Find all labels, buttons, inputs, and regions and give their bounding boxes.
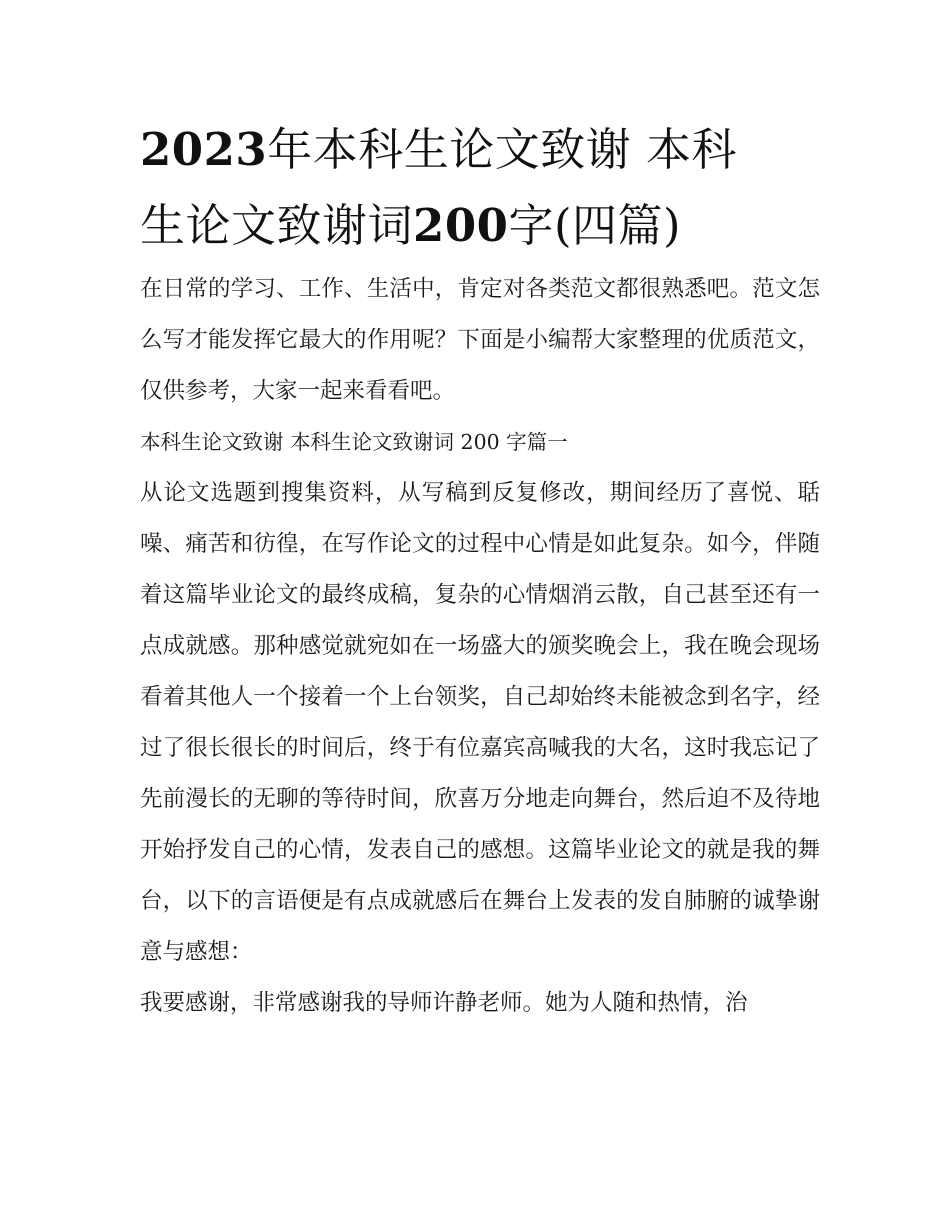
title-line2-tail: 字(四篇) xyxy=(508,199,682,252)
body-paragraph-2: 我要感谢，非常感谢我的导师许静老师。她为人随和热情，治 xyxy=(140,990,748,1016)
title-line2-text: 生论文致谢词 xyxy=(140,199,414,252)
title-word-count: 200 xyxy=(413,199,509,252)
body-paragraph-1: 从论文选题到搜集资料，从写稿到反复修改，期间经历了喜悦、聒噪、痛苦和彷徨，在写作论文的过程中心情是如此复杂。如今，伴随着这篇毕业论文的最终成稿，复杂的心情烟消云散，自己甚至还有一点成就感。那种感觉就宛如在一场盛大的颁奖晚会上，我在晚会现场看着其他人一个接着一个上台领奖，自己却始终未能被念到名字，经过了很长很长的时间后，终于有位嘉宾高喊我的大名，这时我忘记了先前漫长的无聊的等待时间，欣喜万分地走向舞台，然后迫不及待地开始抒发自己的心情，发表自己的感想。这篇毕业论文的就是我的舞台，以下的言语便是有点成就感后在舞台上发表的发自肺腑的诚挚谢意与感想： xyxy=(140,480,820,965)
document-title xyxy=(140,112,820,264)
intro-paragraph: 在日常的学习、工作、生活中，肯定对各类范文都很熟悉吧。范文怎么写才能发挥它最大的作用呢？下面是小编帮大家整理的优质范文，仅供参考，大家一起来看看吧。 xyxy=(140,276,820,404)
title-line1-text: 年本科生论文致谢 本科 xyxy=(267,123,738,176)
document-content xyxy=(140,112,820,1029)
section-heading: 本科生论文致谢 本科生论文致谢词 200 字篇一 xyxy=(140,430,568,454)
title-year: 2023 xyxy=(140,123,268,176)
